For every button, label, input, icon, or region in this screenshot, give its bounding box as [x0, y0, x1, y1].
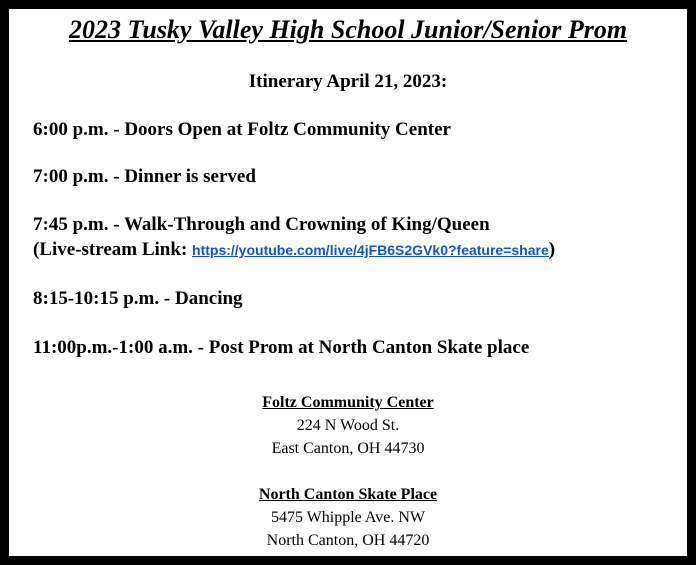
- schedule-time: 11:00p.m.-1:00 a.m.: [33, 337, 193, 358]
- livestream-link[interactable]: https://youtube.com/live/4jFB6S2GVk0?feature=share: [192, 242, 549, 258]
- location-street: 5475 Whipple Ave. NW: [270, 509, 426, 526]
- location-street: 224 N Wood St.: [296, 417, 400, 434]
- schedule-item-doors-open: [33, 119, 451, 141]
- location-city: East Canton, OH 44730: [271, 440, 425, 457]
- schedule-text: Doors Open at Foltz Community Center: [124, 119, 451, 140]
- livestream-suffix: ): [548, 239, 556, 260]
- itinerary-heading: Itinerary April 21, 2023:: [248, 71, 448, 92]
- livestream-line: [33, 239, 555, 261]
- schedule-item-dancing: [33, 288, 243, 310]
- location-foltz: [9, 391, 687, 460]
- schedule-item-post-prom: [33, 337, 529, 359]
- schedule-time: 7:00 p.m.: [33, 166, 109, 187]
- schedule-separator: -: [192, 337, 209, 358]
- flyer-page: [9, 9, 687, 556]
- schedule-item-dinner: [33, 166, 256, 188]
- schedule-separator: -: [108, 166, 125, 187]
- schedule-text: Post Prom at North Canton Skate place: [208, 337, 530, 358]
- location-city: North Canton, OH 44720: [266, 532, 430, 549]
- schedule-time: 6:00 p.m.: [33, 119, 109, 140]
- schedule-separator: -: [108, 214, 124, 235]
- location-skate-place: [9, 483, 687, 552]
- schedule-text: Dancing: [174, 288, 243, 309]
- location-name: North Canton Skate Place: [258, 486, 438, 503]
- schedule-separator: -: [159, 288, 175, 309]
- livestream-prefix: (Live-stream Link:: [33, 239, 193, 260]
- schedule-item-crowning: [33, 214, 555, 261]
- location-name: Foltz Community Center: [262, 394, 434, 411]
- schedule-text: Walk-Through and Crowning of King/Queen: [123, 214, 490, 235]
- schedule-separator: -: [108, 119, 125, 140]
- page-title: 2023 Tusky Valley High School Junior/Senior Prom: [68, 15, 628, 44]
- schedule-time: 7:45 p.m.: [33, 214, 109, 235]
- schedule-text: Dinner is served: [124, 166, 256, 187]
- schedule-time: 8:15-10:15 p.m.: [33, 288, 160, 309]
